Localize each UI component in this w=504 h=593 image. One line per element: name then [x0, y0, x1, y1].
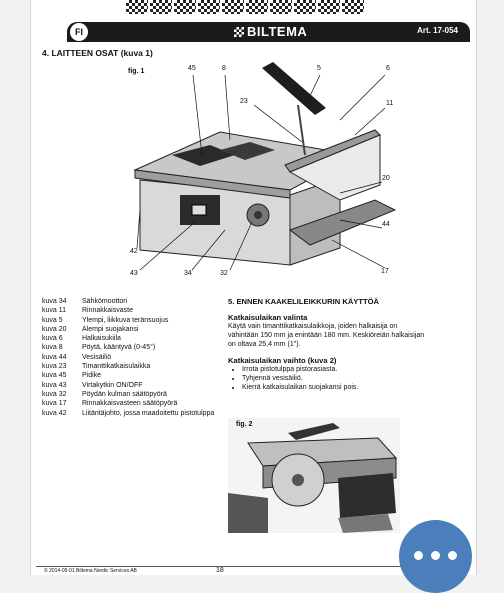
tile-saw-illustration: [40, 60, 435, 285]
part-value: Pöydän kulman säätöpyörä: [82, 390, 167, 398]
part-key: kuva 8: [42, 344, 63, 352]
article-number: Art. 17-054: [417, 26, 458, 35]
page-number: 18: [216, 567, 224, 574]
callout-32: 32: [220, 270, 228, 277]
biltema-logo-icon: [234, 27, 244, 37]
page-header: [67, 22, 470, 42]
list-item: • Kierrä katkaisulaikan suojakansi pois.: [242, 383, 428, 392]
part-key: kuva 11: [42, 307, 66, 315]
section-5-title: 5. ENNEN KAAKELILEIKKURIN KÄYTTÖÄ: [228, 297, 380, 306]
checker-border-decoration: [126, 0, 364, 14]
part-key: kuva 43: [42, 381, 67, 389]
callout-44: 44: [382, 221, 390, 228]
part-value: Rinnakkaisvasteen säätöpyörä: [82, 400, 178, 408]
callout-6: 6: [386, 65, 390, 72]
callout-17: 17: [381, 268, 389, 275]
more-options-button[interactable]: [399, 520, 472, 593]
subheading-blade-change: Katkaisulaikan vaihto (kuva 2): [228, 356, 337, 365]
list-item: [42, 306, 222, 315]
part-key: kuva 23: [42, 363, 67, 371]
ellipsis-icon: [431, 551, 440, 560]
parts-list: [42, 297, 222, 418]
list-item: • Irrota pistotulppa pistorasiasta.: [242, 365, 428, 374]
list-item: [42, 343, 222, 352]
list-item: • Tyhjennä vesisäiliö.: [242, 374, 428, 383]
part-value: Halkaisukiila: [82, 335, 121, 343]
blade-change-steps: [228, 365, 428, 392]
part-value: Ylempi, liikkuva teränsuojus: [82, 316, 169, 324]
list-item: [42, 381, 222, 390]
part-value: Pidike: [82, 372, 102, 380]
list-item: [42, 399, 222, 408]
footer-copyright: © 2014-05-01 Biltema Nordic Services AB: [44, 568, 137, 574]
callout-11: 11: [386, 100, 394, 107]
part-key: kuva 45: [42, 372, 67, 380]
callout-45: 45: [188, 65, 196, 72]
figure-1-label: fig. 1: [128, 68, 145, 75]
list-item: [42, 325, 222, 334]
part-key: kuva 32: [42, 390, 67, 398]
section-4-title: 4. LAITTEEN OSAT (kuva 1): [42, 48, 153, 58]
list-item: [42, 316, 222, 325]
blade-change-illustration: [228, 418, 400, 533]
callout-34: 34: [184, 270, 192, 277]
callout-23: 23: [240, 98, 248, 105]
part-key: kuva 42: [42, 409, 67, 417]
callout-20: 20: [382, 175, 390, 182]
part-value: Virtakytkin ON/OFF: [82, 381, 143, 389]
brand-name: BILTEMA: [247, 24, 308, 39]
list-item: [42, 297, 222, 306]
figure-1: [40, 60, 435, 285]
part-value: Sähkömoottori: [82, 298, 128, 305]
blade-selection-text: Käytä vain timanttikatkaisulaikkoja, joiden halkaisija on vähintään 150 mm ja enintään 180 mm. Keskiöreiän halkaisijan on oltava 25,4 mm (1").: [228, 323, 425, 348]
footer-divider: [36, 566, 439, 567]
list-item: [42, 390, 222, 399]
ellipsis-icon: [414, 551, 423, 560]
callout-5: 5: [317, 65, 321, 72]
part-key: kuva 34: [42, 298, 67, 305]
part-value: Pöytä, kääntyvä (0-45°): [82, 344, 156, 352]
list-item: [42, 371, 222, 380]
figure-2: [228, 418, 400, 533]
part-key: kuva 44: [42, 353, 67, 361]
ellipsis-icon: [448, 551, 457, 560]
part-key: kuva 5: [42, 316, 63, 324]
callout-43: 43: [130, 270, 138, 277]
part-value: Vesisäiliö: [82, 353, 112, 361]
part-value: Alempi suojakansi: [82, 325, 139, 333]
list-item: [42, 353, 222, 362]
part-key: kuva 20: [42, 325, 67, 333]
section-5: [228, 297, 428, 392]
subheading-blade-selection: Katkaisulaikan valinta: [228, 313, 308, 322]
callout-42: 42: [130, 248, 138, 255]
part-value: Timanttikatkaisulaikka: [82, 363, 151, 371]
part-key: kuva 6: [42, 335, 63, 343]
figure-2-label: fig. 2: [236, 421, 253, 428]
country-badge: FI: [70, 23, 88, 41]
list-item: [42, 409, 222, 418]
callout-8: 8: [222, 65, 226, 72]
list-item: [42, 334, 222, 343]
list-item: [42, 362, 222, 371]
part-key: kuva 17: [42, 400, 67, 408]
part-value: Rinnakkaisvaste: [82, 307, 133, 315]
part-value: Liitäntäjohto, jossa maadoitettu pistotulppa: [82, 409, 215, 417]
